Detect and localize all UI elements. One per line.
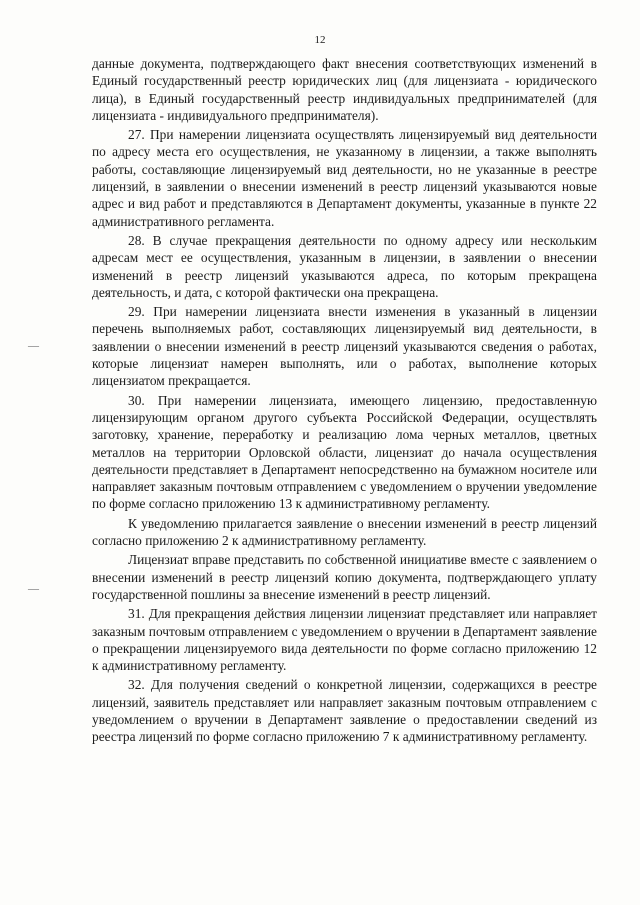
paragraph: Лицензиат вправе представить по собственной инициативе вместе с заявлением о внесении изменений в реестр лицензий копию документа, подтверждающего уплату государственной пошлины за внесение изменений в реестр лицензий. [92,552,597,602]
document-body [92,55,597,748]
paragraph-28: 28. В случае прекращения деятельности по одному адресу или нескольким адресам мест ее осуществления, указанным в лицензии, в заявлении о внесении изменений в реестр лицензий указываются адреса, по которым прекращена деятельность, и дата, с которой фактически она прекращена. [92,232,597,300]
paragraph-29: 29. При намерении лицензиата внести изменения в указанный в лицензии перечень выполняемых работ, составляющих лицензируемый вид деятельности, в заявлении о внесении изменений в реестр лицензий указываются сведения о работах, которые лицензиат намерен выполнять, или о работах, выполнение которых лицензиатом прекращается. [92,304,597,389]
paragraph: К уведомлению прилагается заявление о внесении изменений в реестр лицензий согласно приложению 2 к административному регламенту. [92,515,597,549]
paragraph-31: 31. Для прекращения действия лицензии лицензиат представляет или направляет заказным почтовым отправлением с уведомлением о вручении в Департамент заявление о прекращении лицензируемого вида деятельности по форме согласно приложению 12 к административному регламенту. [92,606,597,674]
paragraph-27: 27. При намерении лицензиата осуществлять лицензируемый вид деятельности по адресу места его осуществления, не указанному в лицензии, а также выполнять работы, составляющие лицензируемый вид деятельности, но не указанные в реестре лицензий, в заявлении о внесении изменений в реестр лицензий указываются новые адрес и вид работ и представляются в Департамент документы, указанные в пункте 22 административного регламента. [92,127,597,229]
page-number: 12 [314,34,326,46]
paragraph-32: 32. Для получения сведений о конкретной лицензии, содержащихся в реестре лицензий, заявитель представляет или направляет заказным почтовым отправлением с уведомлением о вручении в Департамент заявление о предоставлении сведений из реестра лицензий по форме согласно приложению 7 к административному регламенту. [92,677,597,745]
paragraph: данные документа, подтверждающего факт внесения соответствующих изменений в Единый государственный реестр юридических лиц (для лицензиата - юридического лица), в Единый государственный реестр индивидуальных предпринимателей (для лицензиата - индивидуального предпринимателя). [92,56,597,123]
paragraph-30: 30. При намерении лицензиата, имеющего лицензию, предоставленную лицензирующим органом другого субъекта Российской Федерации, осуществлять заготовку, хранение, переработку и реализацию лома черных металлов, цветных металлов на территории Орловской области, лицензиат до начала осуществления деятельности представляет в Департамент непосредственно на бумажном носителе или направляет заказным почтовым отправлением с уведомлением о вручении уведомление по форме согласно приложению 13 к административному регламенту. [92,392,597,512]
margin-mark: — [28,583,39,595]
margin-mark: — [28,340,39,352]
